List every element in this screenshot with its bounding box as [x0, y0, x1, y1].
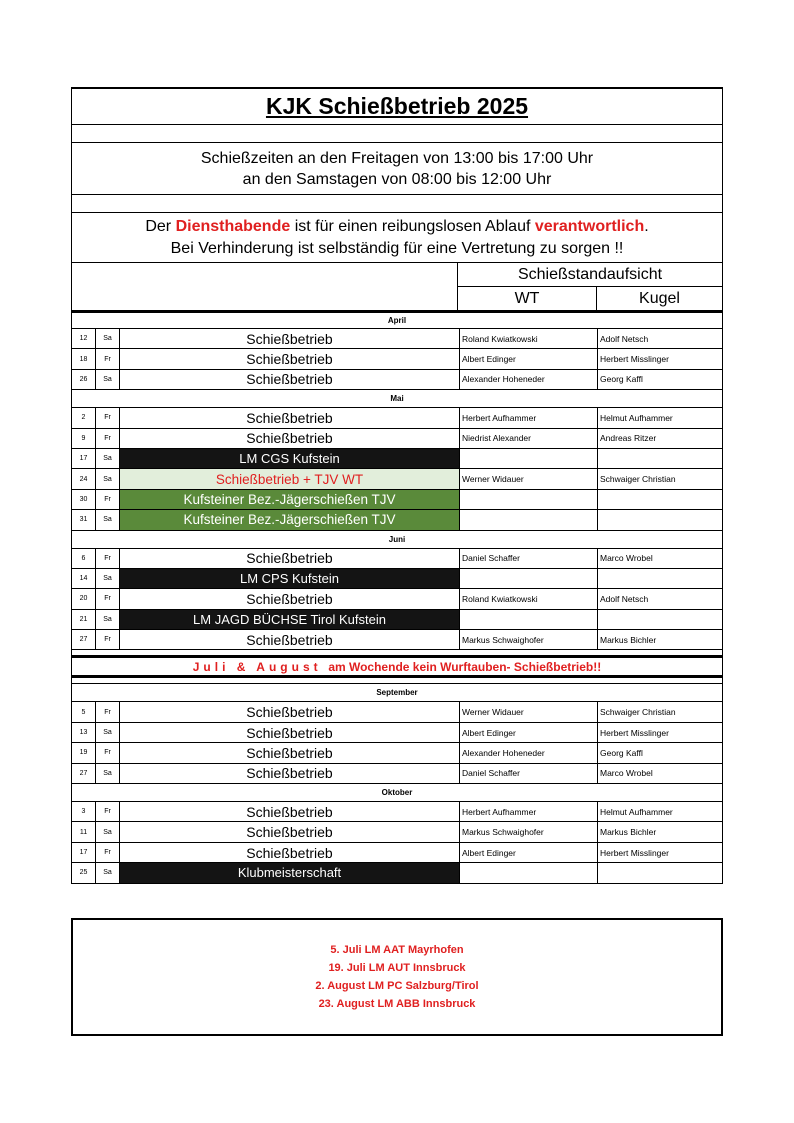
table-row [71, 843, 723, 863]
wt-supervisor-cell: Roland Kwiatkowski [460, 589, 598, 608]
event-cell: LM JAGD BÜCHSE Tirol Kufstein [120, 610, 460, 629]
kugel-supervisor-cell [598, 863, 722, 882]
schedule-block-autumn [71, 684, 723, 883]
month-header-oktober: Oktober [71, 784, 723, 802]
day-cell: 3 [72, 802, 96, 821]
weekday-cell: Fr [96, 630, 120, 649]
wt-supervisor-cell: Niedrist Alexander [460, 429, 598, 448]
event-cell: Schießbetrieb + TJV WT [120, 469, 460, 488]
wt-supervisor-cell: Herbert Aufhammer [460, 802, 598, 821]
kugel-supervisor-cell: Herbert Misslinger [600, 847, 669, 858]
schedule-table [71, 87, 723, 884]
table-row [71, 723, 723, 743]
wt-supervisor-cell: Herbert Aufhammer [460, 408, 598, 427]
weekday-cell: Fr [96, 429, 120, 448]
weekday-cell: Sa [96, 370, 120, 389]
event-cell: Schießbetrieb [120, 329, 460, 348]
day-cell: 2 [72, 408, 96, 427]
table-row [71, 549, 723, 569]
day-cell: 27 [72, 630, 96, 649]
weekday-cell: Sa [96, 510, 120, 529]
table-row [71, 429, 723, 449]
wt-supervisor-cell: Daniel Schaffer [460, 764, 598, 783]
kugel-supervisor-cell: Marco Wrobel [600, 553, 653, 564]
weekday-cell: Sa [96, 569, 120, 588]
day-cell: 21 [72, 610, 96, 629]
header-supervision-block [458, 263, 722, 310]
duty-text-post: . [644, 217, 649, 235]
event-cell: Schießbetrieb [120, 843, 460, 862]
weekday-cell: Sa [96, 469, 120, 488]
event-cell: Schießbetrieb [120, 764, 460, 783]
kugel-supervisor-cell: Herbert Misslinger [600, 354, 669, 365]
table-row [71, 822, 723, 842]
wt-supervisor-cell [460, 863, 598, 882]
event-cell: Schießbetrieb [120, 702, 460, 721]
summer-text: am Wochende kein Wurftauben- Schießbetrieb!! [328, 659, 602, 674]
wt-supervisor-cell: Werner Widauer [460, 469, 598, 488]
duty-highlight-diensthabende: Diensthabende [175, 217, 291, 235]
wt-supervisor-cell: Daniel Schaffer [460, 549, 598, 568]
blank-row [71, 125, 723, 143]
event-cell: Schießbetrieb [120, 429, 460, 448]
month-header-september: September [71, 684, 723, 702]
table-row [71, 569, 723, 589]
weekday-cell: Fr [96, 349, 120, 368]
column-header [71, 263, 723, 311]
header-blank [72, 263, 458, 310]
event-cell: Schießbetrieb [120, 408, 460, 427]
wt-supervisor-cell [460, 610, 598, 629]
weekday-cell: Fr [96, 802, 120, 821]
duty-text-mid: ist für einen reibungslosen Ablauf [290, 217, 535, 235]
shooting-times [71, 143, 723, 195]
kugel-supervisor-cell: Marco Wrobel [600, 768, 653, 779]
wt-supervisor-cell [460, 510, 598, 529]
kugel-supervisor-cell: Helmut Aufhammer [600, 412, 673, 423]
day-cell: 6 [72, 549, 96, 568]
day-cell: 20 [72, 589, 96, 608]
kugel-supervisor-cell: Helmut Aufhammer [600, 806, 673, 817]
event-cell: Schießbetrieb [120, 549, 460, 568]
table-row [71, 764, 723, 784]
day-cell: 31 [72, 510, 96, 529]
event-cell: Schießbetrieb [120, 743, 460, 762]
kugel-supervisor-cell [598, 510, 722, 529]
day-cell: 27 [72, 764, 96, 783]
table-row [71, 469, 723, 489]
event-cell: LM CGS Kufstein [120, 449, 460, 468]
day-cell: 14 [72, 569, 96, 588]
duty-highlight-verantwortlich: verantwortlich [534, 217, 645, 235]
day-cell: 26 [72, 370, 96, 389]
day-cell: 5 [72, 702, 96, 721]
table-row [71, 802, 723, 822]
wt-supervisor-cell: Albert Edinger [460, 349, 598, 368]
weekday-cell: Fr [96, 702, 120, 721]
event-cell: Schießbetrieb [120, 630, 460, 649]
duty-text-pre: Der [145, 217, 176, 235]
championship-box [71, 918, 723, 1036]
month-header-mai: Mai [71, 390, 723, 408]
table-row [71, 610, 723, 630]
table-row [71, 863, 723, 883]
weekday-cell: Fr [96, 843, 120, 862]
kugel-supervisor-cell [598, 610, 722, 629]
kugel-supervisor-cell: Georg Kaffl [600, 747, 643, 758]
wt-supervisor-cell: Alexander Hoheneder [460, 370, 598, 389]
table-row [71, 589, 723, 609]
weekday-cell: Sa [96, 449, 120, 468]
day-cell: 11 [72, 822, 96, 841]
kugel-supervisor-cell: Andreas Ritzer [600, 433, 657, 444]
wt-supervisor-cell [460, 449, 598, 468]
event-cell: Schießbetrieb [120, 370, 460, 389]
header-wt: WT [458, 287, 597, 310]
weekday-cell: Sa [96, 329, 120, 348]
wt-supervisor-cell [460, 569, 598, 588]
championship-line: 19. Juli LM AUT Innsbruck [328, 962, 466, 974]
kugel-supervisor-cell: Markus Bichler [600, 827, 657, 838]
blank-row [71, 195, 723, 213]
day-cell: 24 [72, 469, 96, 488]
wt-supervisor-cell: Werner Widauer [460, 702, 598, 721]
table-row [71, 490, 723, 510]
gap-row [71, 676, 723, 684]
duty-notice [71, 213, 723, 263]
kugel-supervisor-cell [598, 449, 722, 468]
day-cell: 17 [72, 449, 96, 468]
event-cell: Kufsteiner Bez.-Jägerschießen TJV [120, 490, 460, 509]
weekday-cell: Fr [96, 743, 120, 762]
table-row [71, 743, 723, 763]
wt-supervisor-cell [460, 490, 598, 509]
day-cell: 25 [72, 863, 96, 882]
month-header-juni: Juni [71, 531, 723, 549]
kugel-supervisor-cell: Schwaiger Christian [600, 707, 676, 718]
championship-line: 2. August LM PC Salzburg/Tirol [315, 980, 479, 992]
event-cell: Klubmeisterschaft [120, 863, 460, 882]
page-title: KJK Schießbetrieb 2025 [265, 93, 529, 119]
table-row [71, 702, 723, 722]
table-row [71, 408, 723, 428]
day-cell: 17 [72, 843, 96, 862]
weekday-cell: Sa [96, 822, 120, 841]
wt-supervisor-cell: Markus Schwaighofer [460, 630, 598, 649]
table-row [71, 349, 723, 369]
weekday-cell: Fr [96, 408, 120, 427]
event-cell: Schießbetrieb [120, 802, 460, 821]
day-cell: 12 [72, 329, 96, 348]
weekday-cell: Sa [96, 610, 120, 629]
kugel-supervisor-cell: Adolf Netsch [600, 593, 649, 604]
event-cell: Schießbetrieb [120, 349, 460, 368]
day-cell: 30 [72, 490, 96, 509]
event-cell: Schießbetrieb [120, 589, 460, 608]
table-row [71, 630, 723, 650]
wt-supervisor-cell: Alexander Hoheneder [460, 743, 598, 762]
header-supervision: Schießstandaufsicht [458, 263, 722, 287]
weekday-cell: Fr [96, 490, 120, 509]
weekday-cell: Fr [96, 589, 120, 608]
kugel-supervisor-cell: Georg Kaffl [600, 374, 643, 385]
day-cell: 9 [72, 429, 96, 448]
table-row [71, 510, 723, 530]
day-cell: 13 [72, 723, 96, 742]
summer-notice [71, 656, 723, 676]
weekday-cell: Fr [96, 549, 120, 568]
kugel-supervisor-cell [598, 569, 722, 588]
duty-line-1 [145, 216, 648, 238]
table-row [71, 370, 723, 390]
table-row [71, 449, 723, 469]
title-row [71, 87, 723, 125]
weekday-cell: Sa [96, 863, 120, 882]
kugel-supervisor-cell: Markus Bichler [600, 634, 657, 645]
schedule-block-spring [71, 311, 723, 650]
duty-line-2: Bei Verhinderung ist selbständig für eine Vertretung zu sorgen !! [170, 239, 624, 257]
championship-line: 5. Juli LM AAT Mayrhofen [330, 944, 464, 956]
wt-supervisor-cell: Albert Edinger [460, 843, 598, 862]
kugel-supervisor-cell: Adolf Netsch [600, 333, 649, 344]
header-kugel: Kugel [639, 289, 680, 307]
wt-supervisor-cell: Roland Kwiatkowski [460, 329, 598, 348]
kugel-supervisor-cell: Schwaiger Christian [600, 474, 676, 485]
times-line-2: an den Samstagen von 08:00 bis 12:00 Uhr [242, 170, 552, 188]
event-cell: Schießbetrieb [120, 723, 460, 742]
summer-months: Juli & August [192, 659, 322, 674]
event-cell: Kufsteiner Bez.-Jägerschießen TJV [120, 510, 460, 529]
header-subcolumns [458, 287, 722, 310]
day-cell: 19 [72, 743, 96, 762]
wt-supervisor-cell: Albert Edinger [460, 723, 598, 742]
championship-line: 23. August LM ABB Innsbruck [318, 998, 476, 1010]
table-row [71, 329, 723, 349]
kugel-supervisor-cell: Herbert Misslinger [600, 727, 669, 738]
month-header-april: April [71, 311, 723, 329]
event-cell: LM CPS Kufstein [120, 569, 460, 588]
weekday-cell: Sa [96, 764, 120, 783]
day-cell: 18 [72, 349, 96, 368]
event-cell: Schießbetrieb [120, 822, 460, 841]
wt-supervisor-cell: Markus Schwaighofer [460, 822, 598, 841]
times-line-1: Schießzeiten an den Freitagen von 13:00 bis 17:00 Uhr [200, 149, 594, 167]
kugel-supervisor-cell [598, 490, 722, 509]
weekday-cell: Sa [96, 723, 120, 742]
